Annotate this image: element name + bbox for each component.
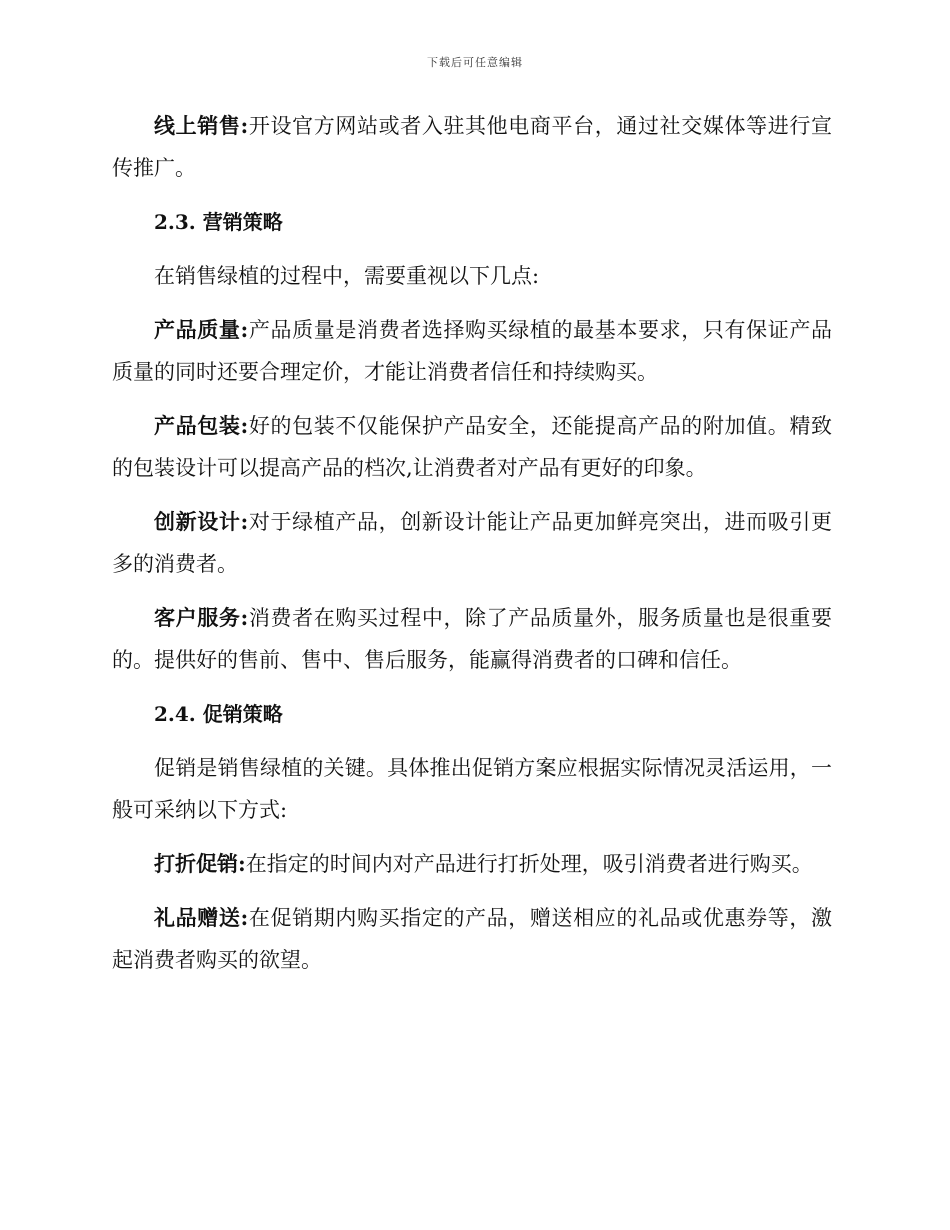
text-discount: 在指定的时间内对产品进行打折处理，吸引消费者进行购买。 [245, 852, 813, 876]
text-product-quality: 产品质量是消费者选择购买绿植的最基本要求，只有保证产品质量的同时还要合理定价，才能让消费者信任和持续购买。 [112, 318, 832, 384]
term-product-quality: 产品质量: [154, 317, 249, 342]
term-innovative-design: 创新设计: [154, 509, 249, 534]
paragraph-marketing-intro: 在销售绿植的过程中，需要重视以下几点: [154, 264, 540, 288]
paragraph-gift [112, 897, 832, 981]
document-body [112, 105, 832, 993]
paragraph-promotion-intro: 促销是销售绿植的关键。具体推出促销方案应根据实际情况灵活运用，一般可采纳以下方式: [112, 756, 832, 822]
paragraph-customer-service [112, 597, 832, 681]
page-header: 下载后可任意编辑 [427, 56, 523, 69]
term-customer-service: 客户服务: [154, 605, 249, 630]
paragraph-product-packaging [112, 405, 832, 489]
term-product-packaging: 产品包装: [154, 413, 249, 438]
text-gift: 在促销期内购买指定的产品，赠送相应的礼品或优惠券等，激起消费者购买的欲望。 [112, 906, 832, 972]
text-innovative-design: 对于绿植产品，创新设计能让产品更加鲜亮突出，进而吸引更多的消费者。 [112, 510, 832, 576]
section-heading-marketing-strategy: 2.3. 营销策略 [154, 210, 283, 234]
text-customer-service: 消费者在购买过程中，除了产品质量外，服务质量也是很重要的。提供好的售前、售中、售后服务，能赢得消费者的口碑和信任。 [112, 606, 832, 672]
paragraph-product-quality [112, 309, 832, 393]
paragraph-online-sales [112, 105, 832, 189]
section-heading-promotion-strategy: 2.4. 促销策略 [154, 702, 283, 726]
term-online-sales: 线上销售: [154, 113, 249, 138]
text-online-sales: 开设官方网站或者入驻其他电商平台，通过社交媒体等进行宣传推广。 [112, 114, 832, 180]
paragraph-innovative-design [112, 501, 832, 585]
term-gift: 礼品赠送: [154, 905, 249, 930]
term-discount: 打折促销: [154, 851, 246, 876]
text-product-packaging: 好的包装不仅能保护产品安全，还能提高产品的附加值。精致的包装设计可以提高产品的档次,让消费者对产品有更好的印象。 [112, 414, 832, 480]
paragraph-discount [112, 843, 832, 885]
